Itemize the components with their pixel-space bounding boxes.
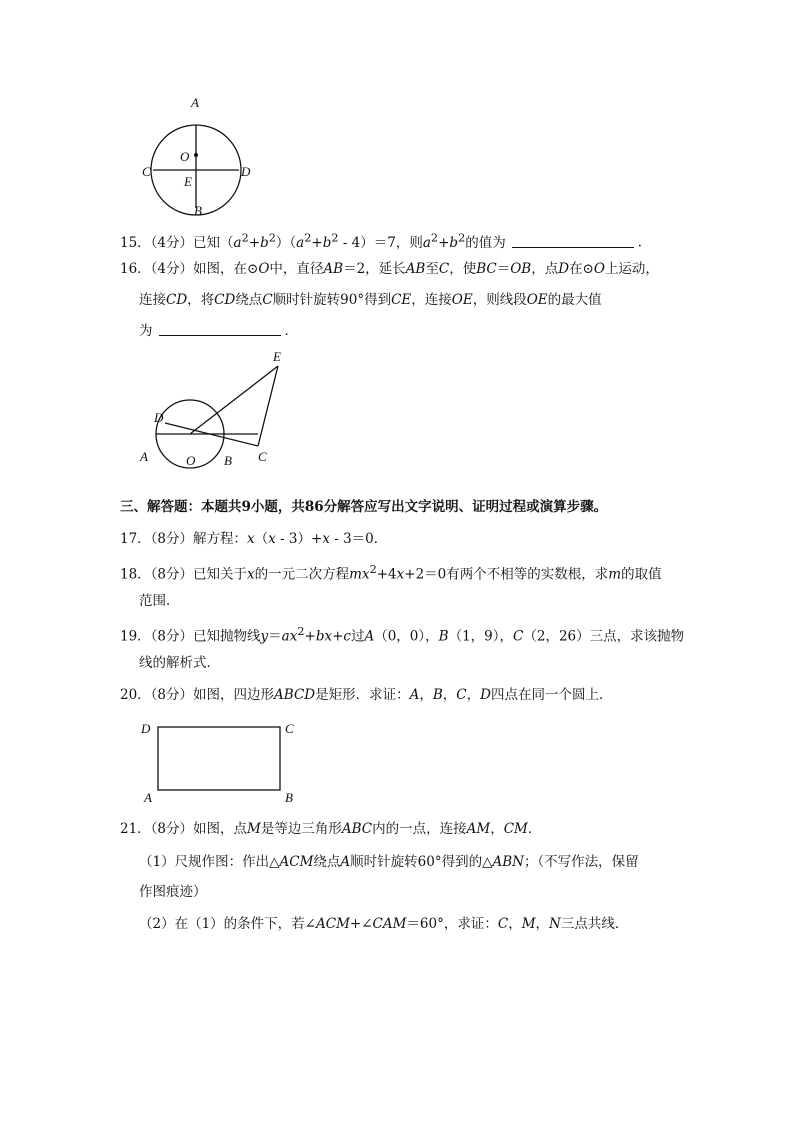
answer-blank-15	[512, 235, 634, 248]
figure-circle-chords	[140, 95, 260, 220]
figure-circle-rotation	[138, 345, 298, 470]
label-E: E	[273, 349, 281, 364]
label-C: C	[258, 449, 267, 464]
question-20: 20．（8分）如图，四边形ABCD是矩形．求证：A，B，C，D四点在同一个圆上．	[120, 687, 613, 703]
section-3-heading: 三、解答题：本题共9小题，共86分解答应写出文字说明、证明过程或演算步骤。	[120, 499, 608, 515]
q16-end: ．	[284, 323, 298, 339]
label-A: A	[144, 790, 152, 805]
label-D: D	[154, 410, 164, 425]
question-16-line1: 16．（4分）如图，在⊙O中，直径AB＝2，延长AB至C，使BC＝OB，点D在⊙O上运动，	[120, 261, 659, 277]
figure-rectangle	[138, 715, 308, 810]
question-18-line2: 范围．	[139, 593, 180, 609]
label-A: A	[140, 449, 148, 464]
question-21-part1-line2: 作图痕迹）	[139, 884, 207, 900]
question-16-line3	[139, 321, 699, 341]
label-A: A	[191, 95, 199, 110]
question-15	[120, 228, 680, 253]
rectangle-diagram	[138, 715, 308, 810]
label-O: O	[180, 149, 190, 164]
circle-rotation-diagram	[138, 345, 298, 470]
label-C: C	[285, 721, 294, 736]
label-E: E	[184, 174, 192, 189]
question-21-part1-line1: （1）尺规作图：作出△ACM绕点A顺时针旋转60°得到的△ABN；（不写作法，保留	[139, 854, 639, 870]
question-21-part2: （2）在（1）的条件下，若∠ACM+∠CAM＝60°，求证：C，M，N三点共线．	[139, 916, 629, 932]
q15-end: ．	[637, 234, 652, 251]
question-19-line1: 19．（8分）已知抛物线$y=ax^2+bx+c$过A（0，0），B（1，9），C（2，26）三点，求该抛物	[120, 625, 685, 645]
question-19-line2: 线的解析式．	[139, 655, 220, 671]
question-21-line1: 21．（8分）如图，点M是等边三角形ABC内的一点，连接AM，CM．	[120, 821, 542, 837]
question-17: 17．（8分）解方程：x（x - 3）+x - 3＝0．	[120, 531, 388, 547]
answer-blank-16	[159, 323, 281, 336]
label-B: B	[285, 790, 293, 805]
circle-chords-diagram	[140, 95, 260, 220]
label-B: B	[224, 453, 232, 468]
label-C: C	[142, 164, 151, 179]
q15-text: 15．（4分）已知$(a^2+b^2)(a^2+b^2 - 4)=7$，则$a^2+b^2$的值为	[120, 231, 506, 251]
q16-line3-text: 为	[139, 323, 153, 339]
label-O: O	[186, 453, 196, 468]
label-D: D	[141, 721, 151, 736]
label-D: D	[241, 164, 251, 179]
label-B: B	[194, 203, 202, 218]
question-16-line2: 连接CD，将CD绕点C顺时针旋转90°得到CE，连接OE，则线段OE的最大值	[139, 292, 602, 308]
question-18-line1: 18．（8分）已知关于x的一元二次方程$mx^2+4x+2=0$有两个不相等的实数根，求m的取值	[120, 563, 662, 583]
